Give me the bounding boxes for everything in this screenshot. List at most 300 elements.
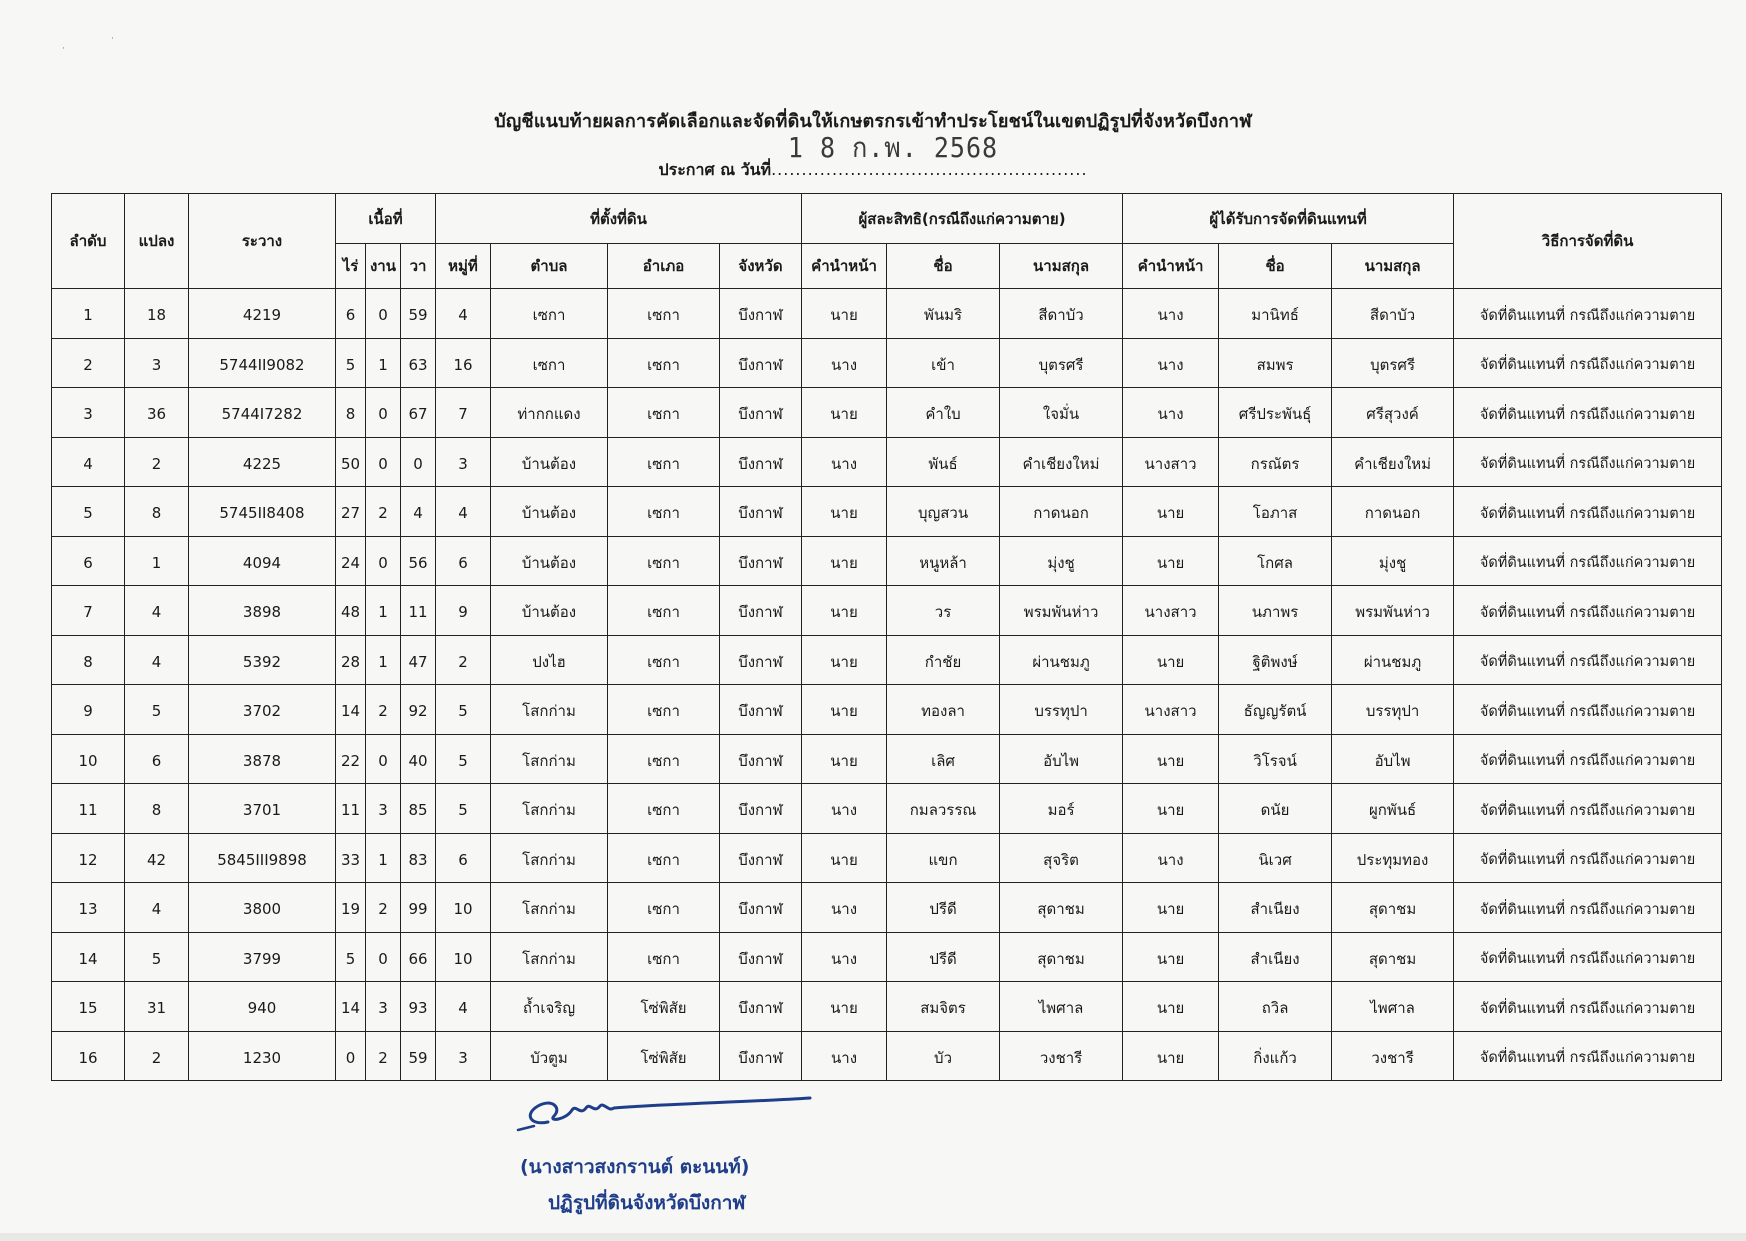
- cell-rel-surname: อับไพ: [1000, 734, 1123, 784]
- cell-wa: 67: [401, 388, 436, 438]
- cell-rai: 19: [336, 883, 366, 933]
- header-area-ngan: งาน: [366, 244, 401, 289]
- cell-method: จัดที่ดินแทนที่ กรณีถึงแก่ความตาย: [1454, 388, 1722, 438]
- cell-subdistrict: ท่ากกแดง: [491, 388, 608, 438]
- cell-plot: 6: [125, 734, 189, 784]
- cell-rec-surname: กาดนอก: [1332, 487, 1454, 537]
- cell-seq: 12: [52, 833, 125, 883]
- cell-province: บึงกาฬ: [720, 685, 802, 735]
- header-village: หมู่ที่: [436, 244, 491, 289]
- table-row: [52, 784, 1722, 834]
- cell-rel-prefix: นาง: [802, 932, 887, 982]
- cell-rec-prefix: นาย: [1123, 932, 1219, 982]
- cell-village: 7: [436, 388, 491, 438]
- cell-village: 5: [436, 734, 491, 784]
- cell-rec-name: วิโรจน์: [1219, 734, 1332, 784]
- cell-district: เซกา: [608, 635, 720, 685]
- cell-village: 4: [436, 487, 491, 537]
- cell-rec-prefix: นาย: [1123, 635, 1219, 685]
- cell-sheet: 3898: [189, 586, 336, 636]
- header-area: เนื้อที่: [336, 194, 436, 244]
- cell-sheet: 5744I7282: [189, 388, 336, 438]
- cell-rec-name: สมพร: [1219, 338, 1332, 388]
- document-title: บัญชีแนบท้ายผลการคัดเลือกและจัดที่ดินให้เกษตรกรเข้าทำประโยชน์ในเขตปฏิรูปที่จังหวัดบึงกาฬ: [494, 111, 1252, 132]
- cell-seq: 5: [52, 487, 125, 537]
- cell-village: 5: [436, 685, 491, 735]
- cell-rec-prefix: นาง: [1123, 289, 1219, 339]
- cell-subdistrict: โสกก่าม: [491, 734, 608, 784]
- cell-subdistrict: โสกก่าม: [491, 932, 608, 982]
- cell-village: 9: [436, 586, 491, 636]
- cell-wa: 59: [401, 1031, 436, 1081]
- table-row: [52, 1031, 1722, 1081]
- cell-rel-name: ปรีดี: [887, 932, 1000, 982]
- header-subdistrict: ตำบล: [491, 244, 608, 289]
- cell-wa: 63: [401, 338, 436, 388]
- cell-sheet: 5845III9898: [189, 833, 336, 883]
- cell-rec-surname: มุ่งชู: [1332, 536, 1454, 586]
- cell-rel-prefix: นาย: [802, 289, 887, 339]
- table-row: [52, 982, 1722, 1032]
- cell-rel-surname: ไพศาล: [1000, 982, 1123, 1032]
- header-area-wa: วา: [401, 244, 436, 289]
- cell-rec-surname: ศรีสุวงค์: [1332, 388, 1454, 438]
- cell-method: จัดที่ดินแทนที่ กรณีถึงแก่ความตาย: [1454, 338, 1722, 388]
- header-rel-surname: นามสกุล: [1000, 244, 1123, 289]
- cell-village: 4: [436, 982, 491, 1032]
- cell-sheet: 940: [189, 982, 336, 1032]
- cell-district: เซกา: [608, 388, 720, 438]
- header-location: ที่ตั้งที่ดิน: [436, 194, 802, 244]
- cell-rec-surname: ผ่านชมภู: [1332, 635, 1454, 685]
- cell-district: เซกา: [608, 487, 720, 537]
- cell-wa: 99: [401, 883, 436, 933]
- cell-seq: 3: [52, 388, 125, 438]
- header-plot: แปลง: [125, 194, 189, 289]
- cell-method: จัดที่ดินแทนที่ กรณีถึงแก่ความตาย: [1454, 685, 1722, 735]
- cell-rel-prefix: นาง: [802, 883, 887, 933]
- cell-rec-name: กิ่งแก้ว: [1219, 1031, 1332, 1081]
- cell-rec-name: นิเวศ: [1219, 833, 1332, 883]
- header-method: วิธีการจัดที่ดิน: [1454, 194, 1722, 289]
- cell-sheet: 5392: [189, 635, 336, 685]
- cell-village: 5: [436, 784, 491, 834]
- table-row: [52, 536, 1722, 586]
- cell-province: บึงกาฬ: [720, 388, 802, 438]
- cell-rec-prefix: นาย: [1123, 734, 1219, 784]
- table-row: [52, 437, 1722, 487]
- cell-rai: 33: [336, 833, 366, 883]
- cell-wa: 40: [401, 734, 436, 784]
- cell-province: บึงกาฬ: [720, 536, 802, 586]
- header-sheet: ระวาง: [189, 194, 336, 289]
- cell-ngan: 0: [366, 734, 401, 784]
- cell-rel-surname: ผ่านชมภู: [1000, 635, 1123, 685]
- cell-rel-name: หนูหล้า: [887, 536, 1000, 586]
- header-relinquisher: ผู้สละสิทธิ(กรณีถึงแก่ความตาย): [802, 194, 1123, 244]
- cell-seq: 7: [52, 586, 125, 636]
- cell-wa: 11: [401, 586, 436, 636]
- cell-rel-name: พันธ์: [887, 437, 1000, 487]
- cell-province: บึงกาฬ: [720, 338, 802, 388]
- cell-rel-prefix: นาง: [802, 437, 887, 487]
- cell-subdistrict: บ้านต้อง: [491, 487, 608, 537]
- cell-seq: 13: [52, 883, 125, 933]
- cell-province: บึงกาฬ: [720, 833, 802, 883]
- cell-sheet: 5745II8408: [189, 487, 336, 537]
- cell-rec-name: ศรีประพันธุ์: [1219, 388, 1332, 438]
- cell-ngan: 2: [366, 487, 401, 537]
- cell-rec-name: ฐิติพงษ์: [1219, 635, 1332, 685]
- cell-plot: 4: [125, 635, 189, 685]
- cell-method: จัดที่ดินแทนที่ กรณีถึงแก่ความตาย: [1454, 635, 1722, 685]
- cell-subdistrict: บ้านต้อง: [491, 437, 608, 487]
- cell-plot: 8: [125, 784, 189, 834]
- cell-province: บึงกาฬ: [720, 883, 802, 933]
- cell-rec-surname: วงชารี: [1332, 1031, 1454, 1081]
- cell-wa: 0: [401, 437, 436, 487]
- cell-province: บึงกาฬ: [720, 487, 802, 537]
- cell-plot: 36: [125, 388, 189, 438]
- cell-rel-name: เข้า: [887, 338, 1000, 388]
- cell-subdistrict: เซกา: [491, 289, 608, 339]
- cell-rai: 11: [336, 784, 366, 834]
- cell-rai: 22: [336, 734, 366, 784]
- cell-rel-surname: มอร์: [1000, 784, 1123, 834]
- cell-method: จัดที่ดินแทนที่ กรณีถึงแก่ความตาย: [1454, 586, 1722, 636]
- cell-wa: 56: [401, 536, 436, 586]
- table-row: [52, 833, 1722, 883]
- cell-rai: 50: [336, 437, 366, 487]
- cell-plot: 5: [125, 932, 189, 982]
- signatory-position: ปฏิรูปที่ดินจังหวัดบึงกาฬ: [548, 1192, 746, 1214]
- cell-province: บึงกาฬ: [720, 734, 802, 784]
- header-rel-name: ชื่อ: [887, 244, 1000, 289]
- cell-plot: 31: [125, 982, 189, 1032]
- cell-subdistrict: โสกก่าม: [491, 784, 608, 834]
- cell-rel-surname: บุตรศรี: [1000, 338, 1123, 388]
- cell-village: 16: [436, 338, 491, 388]
- cell-rai: 5: [336, 338, 366, 388]
- table-row: [52, 338, 1722, 388]
- cell-subdistrict: บ้านต้อง: [491, 586, 608, 636]
- signature-scribble: [510, 1092, 830, 1132]
- cell-rel-name: สมจิตร: [887, 982, 1000, 1032]
- cell-rec-name: โอภาส: [1219, 487, 1332, 537]
- cell-village: 10: [436, 883, 491, 933]
- cell-province: บึงกาฬ: [720, 982, 802, 1032]
- cell-rel-prefix: นาง: [802, 784, 887, 834]
- cell-wa: 4: [401, 487, 436, 537]
- header-district: อำเภอ: [608, 244, 720, 289]
- cell-rec-prefix: นาง: [1123, 833, 1219, 883]
- cell-ngan: 0: [366, 932, 401, 982]
- cell-rec-prefix: นาย: [1123, 536, 1219, 586]
- cell-method: จัดที่ดินแทนที่ กรณีถึงแก่ความตาย: [1454, 536, 1722, 586]
- cell-rel-surname: สุดาชม: [1000, 932, 1123, 982]
- cell-rai: 6: [336, 289, 366, 339]
- cell-method: จัดที่ดินแทนที่ กรณีถึงแก่ความตาย: [1454, 883, 1722, 933]
- cell-rel-prefix: นาย: [802, 536, 887, 586]
- cell-rec-prefix: นางสาว: [1123, 586, 1219, 636]
- cell-rai: 5: [336, 932, 366, 982]
- announce-label: ประกาศ ณ วันที่: [658, 160, 772, 179]
- cell-sheet: 1230: [189, 1031, 336, 1081]
- cell-district: เซกา: [608, 883, 720, 933]
- cell-rai: 24: [336, 536, 366, 586]
- cell-sheet: 3799: [189, 932, 336, 982]
- cell-rec-prefix: นาย: [1123, 784, 1219, 834]
- cell-subdistrict: บ้านต้อง: [491, 536, 608, 586]
- table-row: [52, 289, 1722, 339]
- cell-ngan: 1: [366, 338, 401, 388]
- cell-sheet: 3702: [189, 685, 336, 735]
- cell-plot: 8: [125, 487, 189, 537]
- cell-rel-prefix: นาง: [802, 1031, 887, 1081]
- cell-method: จัดที่ดินแทนที่ กรณีถึงแก่ความตาย: [1454, 1031, 1722, 1081]
- cell-rel-surname: สุจริต: [1000, 833, 1123, 883]
- cell-rel-name: ทองลา: [887, 685, 1000, 735]
- cell-province: บึงกาฬ: [720, 635, 802, 685]
- header-province: จังหวัด: [720, 244, 802, 289]
- cell-plot: 4: [125, 883, 189, 933]
- cell-rel-name: วร: [887, 586, 1000, 636]
- cell-rec-name: สำเนียง: [1219, 883, 1332, 933]
- cell-ngan: 3: [366, 784, 401, 834]
- scan-speck: ·: [111, 34, 114, 44]
- announce-dots: ....................................................: [771, 160, 1088, 179]
- cell-plot: 3: [125, 338, 189, 388]
- cell-sheet: 3878: [189, 734, 336, 784]
- cell-wa: 59: [401, 289, 436, 339]
- header-recipient: ผู้ได้รับการจัดที่ดินแทนที่: [1123, 194, 1454, 244]
- header-rec-surname: นามสกุล: [1332, 244, 1454, 289]
- cell-ngan: 2: [366, 883, 401, 933]
- cell-plot: 1: [125, 536, 189, 586]
- cell-rec-surname: บรรทุปา: [1332, 685, 1454, 735]
- cell-rel-surname: กาดนอก: [1000, 487, 1123, 537]
- cell-seq: 10: [52, 734, 125, 784]
- cell-rel-prefix: นาย: [802, 388, 887, 438]
- table-row: [52, 883, 1722, 933]
- cell-plot: 18: [125, 289, 189, 339]
- cell-subdistrict: โสกก่าม: [491, 685, 608, 735]
- cell-rel-name: คำใบ: [887, 388, 1000, 438]
- table-row: [52, 734, 1722, 784]
- cell-rel-name: บัว: [887, 1031, 1000, 1081]
- cell-rel-prefix: นาย: [802, 685, 887, 735]
- cell-rai: 27: [336, 487, 366, 537]
- cell-district: เซกา: [608, 734, 720, 784]
- cell-ngan: 3: [366, 982, 401, 1032]
- cell-wa: 85: [401, 784, 436, 834]
- cell-rec-surname: สุดาชม: [1332, 932, 1454, 982]
- cell-seq: 11: [52, 784, 125, 834]
- cell-subdistrict: บัวตูม: [491, 1031, 608, 1081]
- cell-seq: 16: [52, 1031, 125, 1081]
- cell-province: บึงกาฬ: [720, 784, 802, 834]
- cell-ngan: 0: [366, 437, 401, 487]
- cell-rel-name: เลิศ: [887, 734, 1000, 784]
- cell-rel-prefix: นาย: [802, 586, 887, 636]
- cell-rec-prefix: นางสาว: [1123, 685, 1219, 735]
- cell-district: เซกา: [608, 289, 720, 339]
- cell-sheet: 4094: [189, 536, 336, 586]
- cell-rai: 14: [336, 685, 366, 735]
- cell-seq: 1: [52, 289, 125, 339]
- cell-ngan: 0: [366, 289, 401, 339]
- cell-seq: 9: [52, 685, 125, 735]
- cell-method: จัดที่ดินแทนที่ กรณีถึงแก่ความตาย: [1454, 982, 1722, 1032]
- cell-rel-surname: ใจมั่น: [1000, 388, 1123, 438]
- cell-province: บึงกาฬ: [720, 289, 802, 339]
- cell-rel-surname: มุ่งชู: [1000, 536, 1123, 586]
- cell-wa: 66: [401, 932, 436, 982]
- cell-sheet: 3701: [189, 784, 336, 834]
- cell-rec-name: กรณัตร: [1219, 437, 1332, 487]
- table-row: [52, 388, 1722, 438]
- cell-rec-prefix: นาย: [1123, 982, 1219, 1032]
- cell-method: จัดที่ดินแทนที่ กรณีถึงแก่ความตาย: [1454, 437, 1722, 487]
- header-rel-prefix: คำนำหน้า: [802, 244, 887, 289]
- cell-rel-prefix: นาย: [802, 635, 887, 685]
- cell-wa: 92: [401, 685, 436, 735]
- cell-rel-prefix: นาย: [802, 982, 887, 1032]
- cell-rec-surname: ไพศาล: [1332, 982, 1454, 1032]
- cell-rec-prefix: นางสาว: [1123, 437, 1219, 487]
- cell-rel-name: พันมริ: [887, 289, 1000, 339]
- table-row: [52, 586, 1722, 636]
- cell-rai: 0: [336, 1031, 366, 1081]
- cell-wa: 83: [401, 833, 436, 883]
- cell-district: เซกา: [608, 932, 720, 982]
- cell-wa: 47: [401, 635, 436, 685]
- cell-sheet: 3800: [189, 883, 336, 933]
- cell-seq: 2: [52, 338, 125, 388]
- cell-rec-prefix: นาง: [1123, 338, 1219, 388]
- cell-subdistrict: ปงไฮ: [491, 635, 608, 685]
- cell-method: จัดที่ดินแทนที่ กรณีถึงแก่ความตาย: [1454, 734, 1722, 784]
- cell-province: บึงกาฬ: [720, 586, 802, 636]
- cell-rel-surname: คำเชียงใหม่: [1000, 437, 1123, 487]
- cell-plot: 5: [125, 685, 189, 735]
- table-body: [52, 289, 1722, 1081]
- cell-district: เซกา: [608, 685, 720, 735]
- cell-plot: 2: [125, 1031, 189, 1081]
- cell-village: 3: [436, 437, 491, 487]
- cell-subdistrict: เซกา: [491, 338, 608, 388]
- cell-province: บึงกาฬ: [720, 1031, 802, 1081]
- cell-village: 2: [436, 635, 491, 685]
- cell-rel-name: ปรีดี: [887, 883, 1000, 933]
- cell-rai: 8: [336, 388, 366, 438]
- cell-rec-prefix: นาย: [1123, 1031, 1219, 1081]
- header-rec-prefix: คำนำหน้า: [1123, 244, 1219, 289]
- header-area-rai: ไร่: [336, 244, 366, 289]
- cell-ngan: 0: [366, 536, 401, 586]
- cell-rec-name: ธัญญรัตน์: [1219, 685, 1332, 735]
- header-seq: ลำดับ: [52, 194, 125, 289]
- cell-rel-prefix: นาย: [802, 833, 887, 883]
- cell-rel-prefix: นาย: [802, 487, 887, 537]
- cell-district: โซ่พิสัย: [608, 982, 720, 1032]
- cell-rel-surname: บรรทุปา: [1000, 685, 1123, 735]
- cell-district: เซกา: [608, 338, 720, 388]
- cell-rel-surname: พรมพันห่าว: [1000, 586, 1123, 636]
- table-row: [52, 487, 1722, 537]
- cell-subdistrict: โสกก่าม: [491, 883, 608, 933]
- announce-line: [0, 158, 1746, 183]
- cell-rec-name: นภาพร: [1219, 586, 1332, 636]
- table-row: [52, 685, 1722, 735]
- cell-rel-name: กำชัย: [887, 635, 1000, 685]
- cell-rel-surname: วงชารี: [1000, 1031, 1123, 1081]
- cell-method: จัดที่ดินแทนที่ กรณีถึงแก่ความตาย: [1454, 833, 1722, 883]
- land-allocation-table: [51, 193, 1722, 1081]
- cell-rec-prefix: นาย: [1123, 883, 1219, 933]
- header-rec-name: ชื่อ: [1219, 244, 1332, 289]
- cell-rec-surname: สุดาชม: [1332, 883, 1454, 933]
- cell-rel-prefix: นาง: [802, 338, 887, 388]
- cell-village: 10: [436, 932, 491, 982]
- cell-rai: 48: [336, 586, 366, 636]
- cell-rec-name: สำเนียง: [1219, 932, 1332, 982]
- cell-ngan: 0: [366, 388, 401, 438]
- table-row: [52, 635, 1722, 685]
- cell-district: เซกา: [608, 833, 720, 883]
- cell-rec-name: ถวิล: [1219, 982, 1332, 1032]
- cell-rec-name: ดนัย: [1219, 784, 1332, 834]
- cell-method: จัดที่ดินแทนที่ กรณีถึงแก่ความตาย: [1454, 289, 1722, 339]
- signatory-name: (นางสาวสงกรานต์ ตะนนท์): [520, 1156, 750, 1178]
- cell-district: เซกา: [608, 586, 720, 636]
- cell-ngan: 1: [366, 635, 401, 685]
- cell-district: เซกา: [608, 784, 720, 834]
- cell-rec-surname: บุตรศรี: [1332, 338, 1454, 388]
- cell-seq: 15: [52, 982, 125, 1032]
- cell-rec-surname: ผูกพันธ์: [1332, 784, 1454, 834]
- cell-rec-surname: ประทุมทอง: [1332, 833, 1454, 883]
- cell-rec-name: มานิทธ์: [1219, 289, 1332, 339]
- cell-method: จัดที่ดินแทนที่ กรณีถึงแก่ความตาย: [1454, 784, 1722, 834]
- cell-ngan: 1: [366, 586, 401, 636]
- cell-plot: 4: [125, 586, 189, 636]
- cell-province: บึงกาฬ: [720, 437, 802, 487]
- cell-sheet: 4225: [189, 437, 336, 487]
- cell-province: บึงกาฬ: [720, 932, 802, 982]
- cell-rel-name: กมลวรรณ: [887, 784, 1000, 834]
- cell-rai: 28: [336, 635, 366, 685]
- cell-rel-name: บุญสวน: [887, 487, 1000, 537]
- cell-village: 3: [436, 1031, 491, 1081]
- cell-rec-surname: พรมพันห่าว: [1332, 586, 1454, 636]
- cell-seq: 8: [52, 635, 125, 685]
- cell-rec-surname: อับไพ: [1332, 734, 1454, 784]
- cell-district: เซกา: [608, 437, 720, 487]
- cell-ngan: 2: [366, 685, 401, 735]
- cell-rai: 14: [336, 982, 366, 1032]
- scan-bottom-edge: [0, 1233, 1746, 1241]
- cell-seq: 6: [52, 536, 125, 586]
- cell-method: จัดที่ดินแทนที่ กรณีถึงแก่ความตาย: [1454, 932, 1722, 982]
- cell-district: เซกา: [608, 536, 720, 586]
- cell-rel-surname: สุดาชม: [1000, 883, 1123, 933]
- cell-subdistrict: โสกก่าม: [491, 833, 608, 883]
- cell-wa: 93: [401, 982, 436, 1032]
- cell-ngan: 1: [366, 833, 401, 883]
- scan-speck: ·: [62, 44, 65, 54]
- cell-subdistrict: ถ้ำเจริญ: [491, 982, 608, 1032]
